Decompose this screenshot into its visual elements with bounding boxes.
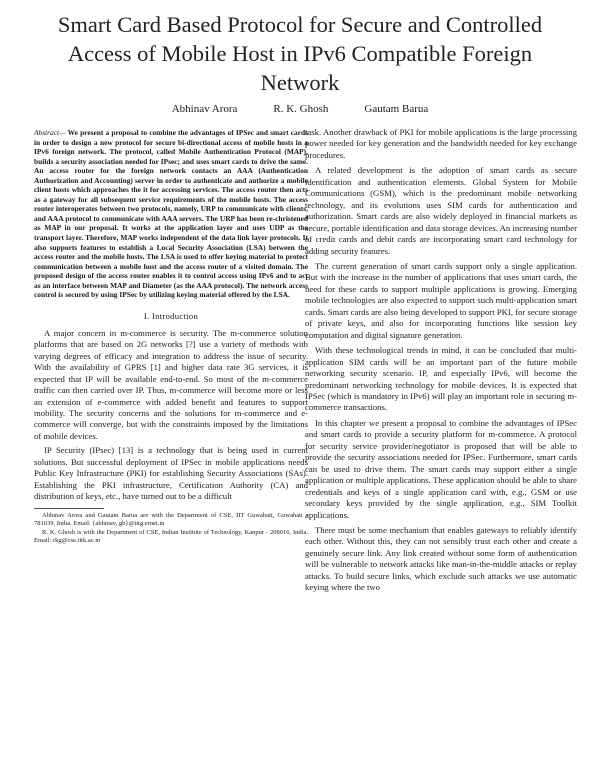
body-paragraph: With these technological trends in mind, it can be concluded that multi-application SIM cards will be an important part of the future mobile networking security scenario. IP, and especially IPv6, will become the predominant networking technology for mobile devices. It is expected that IPSec (which is mandatory in IPv6) will play an important role in securing m-commerce transactions. xyxy=(305,345,577,413)
body-paragraph: The current generation of smart cards support only a single application. But with the increase in the number of applications that uses smart cards, the need for these cards to support multiple applications is growing. Emerging mobile technologies are also expected to support such multi-application smart cards. Smart cards are also being developed to support PKI, for secure storage of private keys, and also for incorporating functions like session key computation and digital signature generation. xyxy=(305,260,577,340)
body-paragraph: A related development is the adoption of smart cards as secure identification and authentication elements. Global System for Mobile Communications (GSM), which is the predominant mobile networking technology, and its evolutions uses SIM cards for authentication and authorization. Smart cards are also widely deployed in financial markets as secure, portable identification and data storage devices. An increasing number of credit cards and debit cards are incorporating smart card technology for adding security features. xyxy=(305,165,577,256)
section-heading: I. Introduction xyxy=(143,310,199,321)
footnote: R. K. Ghosh is with the Department of CSE, Indian Institute of Technology, Kanpur - 208016, India. Email: rkg@cse.iitk.ac.in xyxy=(34,528,308,544)
body-paragraph: IP Security (IPsec) [13] is a technology that is being used in current solutions. But successful deployment of IPSec in mobile applications needs Public Key Infrastructure (PKI) for establishing Security Associations (SAs). Establishing the PKI infrastructure, Certification Authority (CA) and distribution of keys, etc., have turned out to be a difficult xyxy=(34,445,308,502)
author-list xyxy=(60,103,540,115)
body-paragraph: There must be some mechanism that enables gateways to reliably identify each other. Without this, they can not sensibly trust each other and create a genuinely secure link. Any link created without some form of authentication will be vulnerable to network attacks like man-in-the-middle attacks or replay attacks. To build secure links, which exclude such attacks we use automatic keying where the two xyxy=(305,524,577,593)
abstract xyxy=(34,128,308,300)
left-column xyxy=(34,128,308,546)
abstract-label: Abstract— xyxy=(34,128,66,137)
right-column xyxy=(305,127,577,598)
author-name: Gautam Barua xyxy=(364,103,429,115)
abstract-text: We present a proposal to combine the advantages of IPSec and smart cards in order to design a new protocol for secure bi-directional access of mobile hosts in a IPv6 foreign network. The protocol, called Mobile Authentication Protocol (MAP), builds a security association needed for IPsec; and uses smart cards to drive the same. An access router for the foreign network contacts an AAA (Authentication Authorization and Accounting) server in order to authenticate and authorize a mobile client hosts which approaches the it for accessing services. The access router then acts as a gateway for all subsequent service requirements of the mobile hosts. The access router interoperates between two protocols, namely, URP to communicate with clients, and AAA protocol to communicate with AAA servers. The URP has been re-christened as MAP in our proposal. It works at the application layer and uses UDP as the transport layer. Therefore, MAP works independent of the data link layer protocols. It also supports features to establish a Local Security Association (LSA) between the access router and the mobile hosts. The LSA is used to offer keying material to protect communication between a mobile host and the access router of a visited domain. The proposed design of the access router enables it to control access using IPv6 and to act as an interface between MAP and Diameter (as the AAA protocol). The network access control is secured by using IPSec by utilizing keying material offered by the LSA. xyxy=(34,128,308,300)
footnote-divider xyxy=(34,508,104,509)
author-name: R. K. Ghosh xyxy=(273,103,329,115)
body-paragraph: In this chapter we present a proposal to combine the advantages of IPSec and smart cards to provide a security platform for m-commerce. A protocol for security service provider/negotiator is proposed that will be able to provide the security associations needed for IPSec. Furthermore, smart cards can be used to drive them. The smart cards may support either a single application or multiple applications. These application should be able to share credentials and keys of a single application card with, e.g., GSM or use secondary keys provided by the single application, e.g., SIM Toolkit applications. xyxy=(305,417,577,520)
body-paragraph: A major concern in m-commerce is security. The m-commerce solution platforms that are based on 2G networks [?] use a variety of methods with varying degrees of efficacy and integration to address the issue of security. With the availability of GPRS [1] and higher data rate 3G services, it is expected that IP will be available end-to-end. So most of the m-commerce traffic can then carried over IP. Thus, m-commerce will become more or less an extension of e-commerce with added benefit and features to support mobility. The security concerns and the solutions for m-commerce and e-commerce will converge, but with the constraints imposed by the limitations of mobile devices. xyxy=(34,327,308,441)
author-name: Abhinav Arora xyxy=(171,103,238,115)
body-paragraph: task. Another drawback of PKI for mobile applications is the large processing power needed for key generation and the bandwidth needed for key exchange procedures. xyxy=(305,127,577,160)
paper-title: Smart Card Based Protocol for Secure and Controlled Access of Mobile Host in IPv6 Compatible Foreign Network xyxy=(57,12,543,95)
footnote: Abhinav Arora and Gautam Barua are with the Department of CSE, IIT Guwahati, Guwahati - 781039, India. Email: {abhinav, gb}@iitg.ernet.in xyxy=(34,511,308,527)
